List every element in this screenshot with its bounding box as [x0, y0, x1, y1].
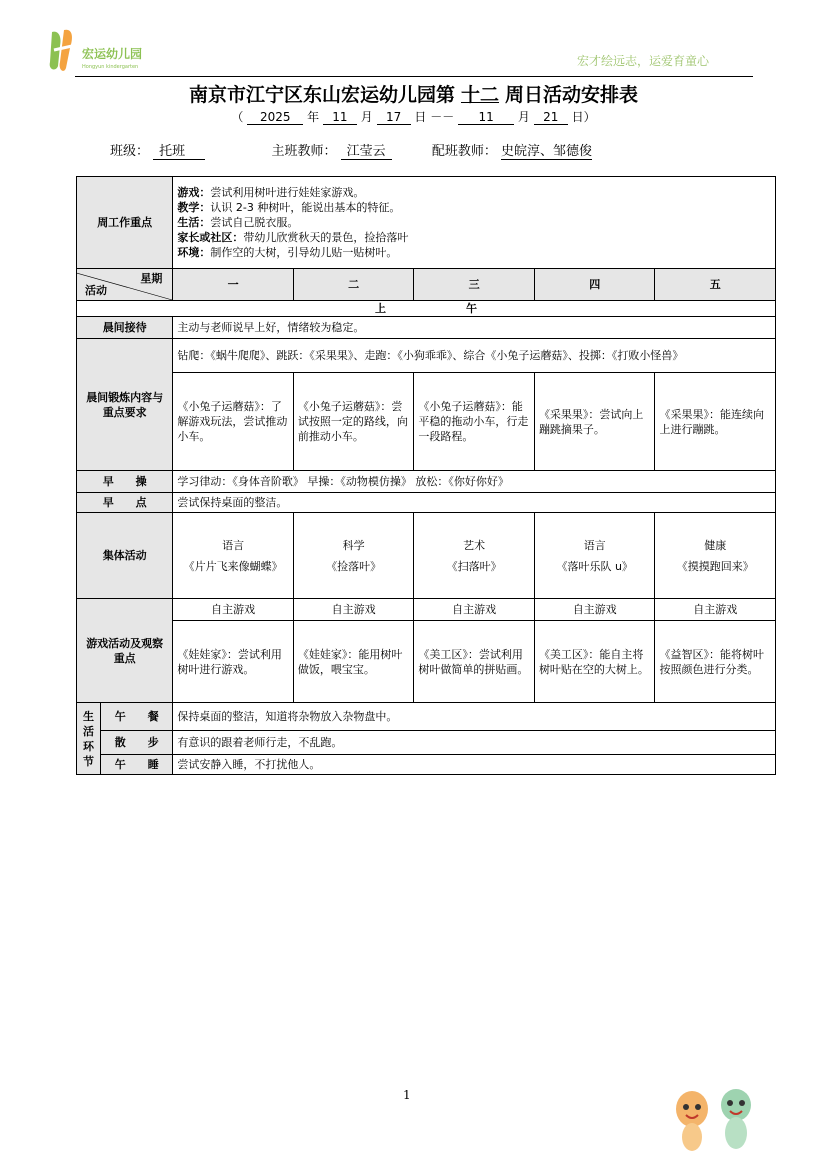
- game-activity-label: 游戏活动及观察重点: [77, 599, 173, 703]
- life-char: 节: [83, 754, 95, 768]
- game-type-mon: 自主游戏: [173, 599, 294, 621]
- weekday-thu: 四: [534, 269, 655, 301]
- class-value: 托班: [153, 140, 205, 160]
- weekly-focus-key: 生活：: [177, 216, 211, 229]
- weekly-focus-value: 尝试利用树叶进行娃娃家游戏。: [210, 186, 365, 199]
- title-prefix: 南京市江宁区东山宏运幼儿园第: [188, 84, 455, 106]
- weekly-focus-item: [177, 215, 771, 230]
- date-start-month: 11: [323, 110, 357, 125]
- game-type-tue: 自主游戏: [293, 599, 414, 621]
- weekday-wed: 三: [414, 269, 535, 301]
- group-activity-wed: [414, 513, 535, 599]
- morning-exercise-summary: 钻爬：《蜗牛爬爬》、跳跃：《采果果》、走跑：《小狗乖乖》、综合《小兔子运蘑菇》、投掷：《打败小怪兽》: [173, 339, 776, 373]
- group-title: 《落叶乐队 u》: [556, 559, 633, 573]
- weekly-focus-item: [177, 245, 771, 260]
- weekly-focus-value: 制作空的大树，引导幼儿贴一贴树叶。: [210, 246, 398, 259]
- mascot-illustration: [664, 1075, 764, 1155]
- lunch-content: 保持桌面的整洁，知道将杂物放入杂物盘中。: [173, 703, 776, 731]
- weekly-focus-value: 尝试自己脱衣服。: [210, 216, 299, 229]
- weekday-fri: 五: [655, 269, 776, 301]
- life-section-label: [77, 703, 101, 775]
- game-focus-fri: 《益智区》：能将树叶按照颜色进行分类。: [655, 621, 776, 703]
- weekly-focus-item: [177, 230, 771, 245]
- morning-exercise-tue: 《小兔子运蘑菇》：尝试按照一定的路线，向前推动小车。: [293, 373, 414, 471]
- morning-exercise-mon: 《小兔子运蘑菇》：了解游戏玩法，尝试推动小车。: [173, 373, 294, 471]
- nap-label: 午 睡: [101, 755, 173, 775]
- morning-exercise-label: 晨间锻炼内容与重点要求: [77, 339, 173, 471]
- morning-greeting-content: 主动与老师说早上好，情绪较为稳定。: [173, 317, 776, 339]
- group-title: 《摸摸跑回来》: [676, 559, 754, 573]
- life-char: 生: [83, 709, 95, 723]
- weekly-focus-value: 认识 2-3 种树叶，能说出基本的特征。: [210, 201, 401, 214]
- header-divider: [75, 76, 753, 77]
- game-focus-mon: 《娃娃家》：尝试利用树叶进行游戏。: [173, 621, 294, 703]
- lunch-label: 午 餐: [101, 703, 173, 731]
- main-teacher-label: 主班教师：: [271, 144, 337, 159]
- main-teacher-value: 江莹云: [341, 140, 392, 160]
- corner-weekday-label: 星期: [140, 272, 163, 285]
- game-type-wed: 自主游戏: [414, 599, 535, 621]
- walk-label: 散 步: [101, 731, 173, 755]
- game-focus-thu: 《美工区》：能自主将树叶贴在空的大树上。: [534, 621, 655, 703]
- page-number: 1: [403, 1088, 411, 1102]
- group-subject: 健康: [704, 538, 727, 552]
- morning-exercise-thu: 《采果果》：尝试向上蹦跳摘果子。: [534, 373, 655, 471]
- life-char: 活: [83, 724, 95, 738]
- corner-activity-label: 活动: [85, 284, 107, 297]
- title-week: 十二: [460, 84, 499, 106]
- nap-content: 尝试安静入睡，不打扰他人。: [173, 755, 776, 775]
- date-range: [0, 108, 827, 125]
- date-start-day: 17: [377, 110, 411, 125]
- weekly-focus-label: 周工作重点: [77, 177, 173, 269]
- morning-drill-content: 学习律动：《身体音阶歌》 早操：《动物模仿操》 放松：《你好你好》: [173, 471, 776, 493]
- svg-text:Hongyun kindergarten: Hongyun kindergarten: [82, 64, 139, 70]
- kindergarten-logo: [44, 26, 174, 76]
- weekly-focus-value: 带幼儿欣赏秋天的景色，捡拾落叶: [243, 231, 409, 244]
- group-activity-tue: [293, 513, 414, 599]
- date-close: 日）: [571, 110, 596, 124]
- life-char: 环: [83, 739, 95, 753]
- weekly-focus-item: [177, 200, 771, 215]
- group-title: 《扫落叶》: [446, 559, 502, 573]
- game-focus-tue: 《娃娃家》：能用树叶做饭，喂宝宝。: [293, 621, 414, 703]
- weekly-focus-key: 环境：: [177, 246, 211, 259]
- weekly-focus-item: [177, 185, 771, 200]
- group-activity-fri: [655, 513, 776, 599]
- group-subject: 艺术: [463, 538, 486, 552]
- svg-text:宏运幼儿园: 宏运幼儿园: [82, 47, 143, 61]
- page-title: [0, 80, 827, 107]
- date-end-day: 21: [534, 110, 568, 125]
- weekly-focus-key: 家长或社区：: [177, 231, 244, 244]
- date-day-label: 日: [414, 110, 427, 124]
- game-type-fri: 自主游戏: [655, 599, 776, 621]
- walk-content: 有意识的跟着老师行走，不乱跑。: [173, 731, 776, 755]
- weekday-corner-cell: [77, 269, 173, 301]
- class-label: 班级：: [110, 144, 150, 159]
- group-activity-label: 集体活动: [77, 513, 173, 599]
- game-type-thu: 自主游戏: [534, 599, 655, 621]
- date-open: （: [231, 110, 244, 124]
- snack-content: 尝试保持桌面的整洁。: [173, 493, 776, 513]
- teacher-info: [110, 140, 760, 160]
- assist-teacher-value: 史皖淳、邹德俊: [501, 140, 592, 160]
- date-end-month-label: 月: [517, 110, 530, 124]
- game-focus-wed: 《美工区》：尝试利用树叶做简单的拼贴画。: [414, 621, 535, 703]
- date-dash: －－: [430, 110, 455, 124]
- weekday-mon: 一: [173, 269, 294, 301]
- weekly-focus-content: [173, 177, 776, 269]
- group-subject: 科学: [342, 538, 365, 552]
- group-activity-thu: [534, 513, 655, 599]
- assist-teacher-label: 配班教师：: [431, 144, 497, 159]
- date-month-label: 月: [360, 110, 373, 124]
- title-suffix: 周日活动安排表: [505, 84, 639, 106]
- school-motto: 宏才绘远志，运爱育童心: [577, 54, 710, 68]
- weekday-tue: 二: [293, 269, 414, 301]
- date-year-label: 年: [307, 110, 320, 124]
- group-subject: 语言: [583, 538, 606, 552]
- morning-drill-label: 早 操: [77, 471, 173, 493]
- weekly-focus-key: 教学：: [177, 201, 211, 214]
- morning-exercise-fri: 《采果果》：能连续向上进行蹦跳。: [655, 373, 776, 471]
- date-year: 2025: [247, 110, 303, 125]
- group-activity-mon: [173, 513, 294, 599]
- group-title: 《捡落叶》: [326, 559, 382, 573]
- weekly-focus-key: 游戏：: [177, 186, 211, 199]
- section-right: 午: [466, 302, 477, 315]
- weekly-schedule-table: [76, 176, 776, 775]
- group-subject: 语言: [222, 538, 245, 552]
- snack-label: 早 点: [77, 493, 173, 513]
- date-end-month: 11: [458, 110, 514, 125]
- section-morning: [77, 301, 776, 317]
- group-title: 《片片飞来像蝴蝶》: [183, 559, 283, 573]
- morning-greeting-label: 晨间接待: [77, 317, 173, 339]
- morning-exercise-wed: 《小兔子运蘑菇》：能平稳的拖动小车，行走一段路程。: [414, 373, 535, 471]
- section-left: 上: [375, 302, 386, 315]
